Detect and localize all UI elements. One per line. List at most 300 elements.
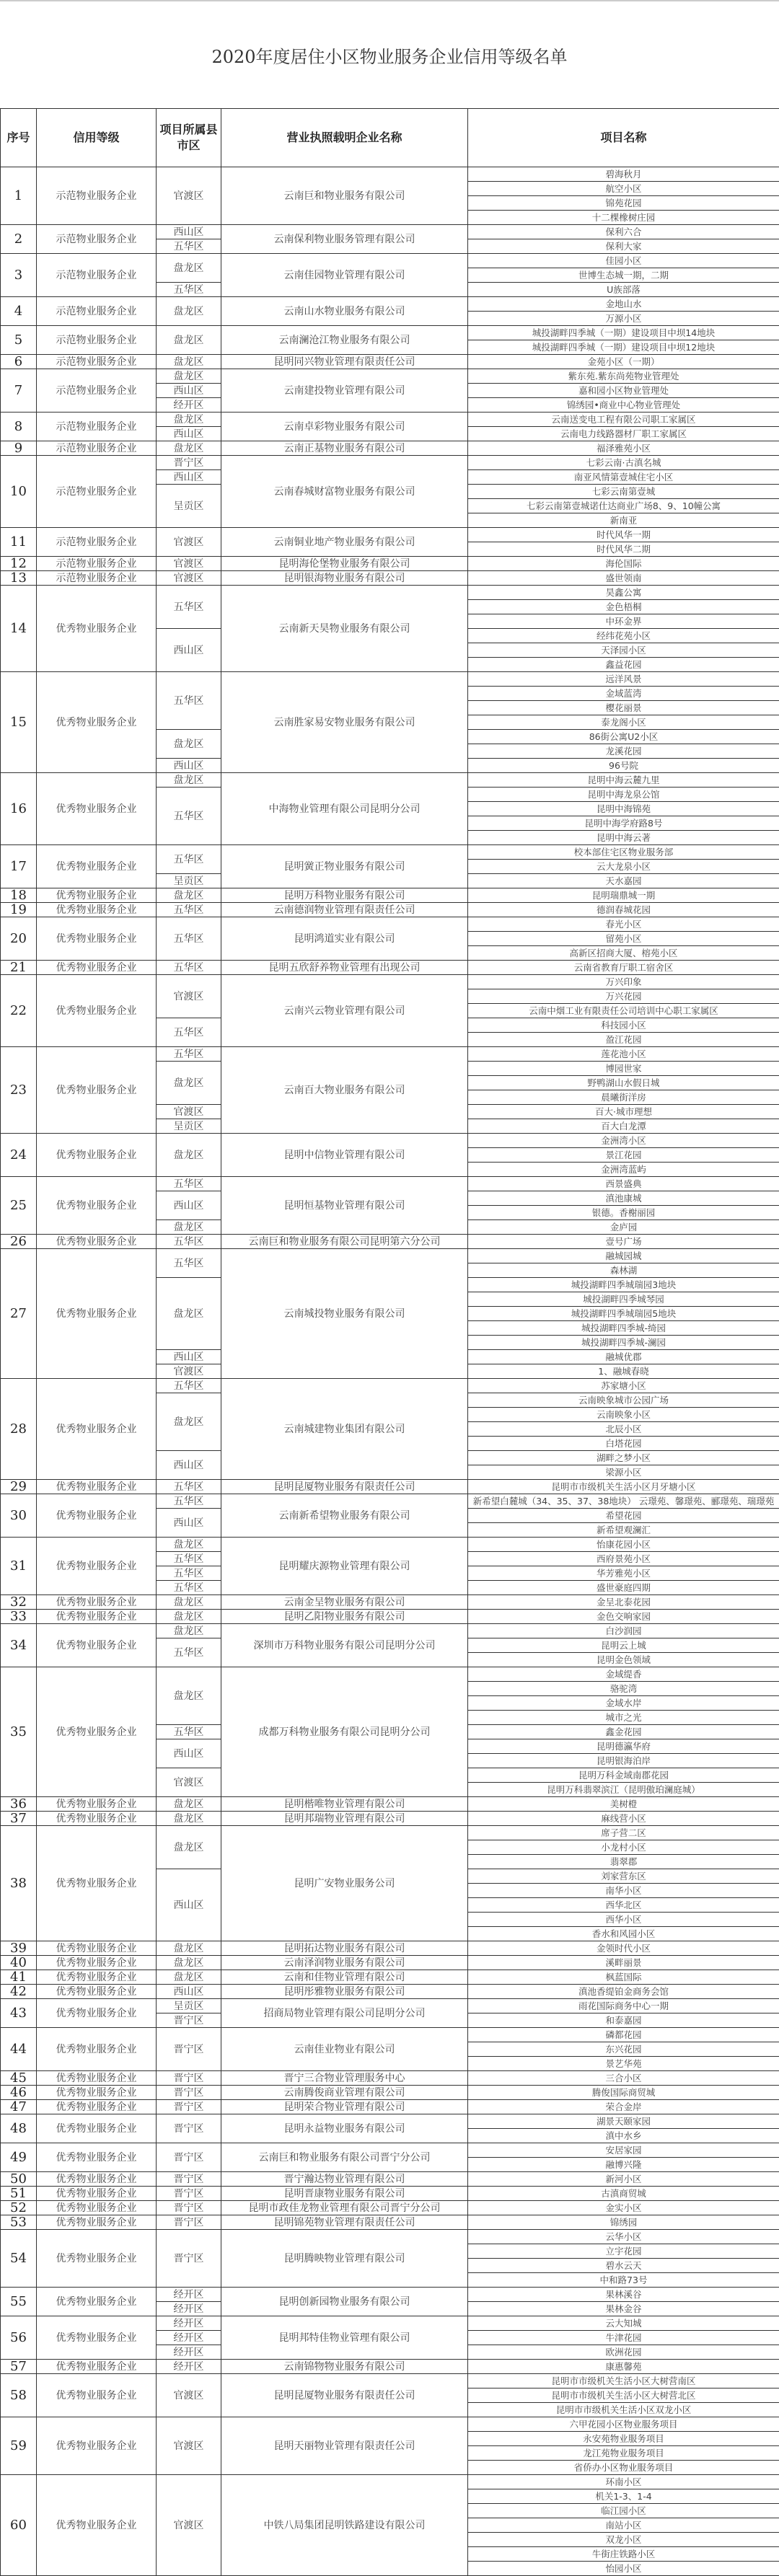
cell-district: 盘龙区 [157, 1538, 221, 1552]
cell-project: 盈江花园 [468, 1033, 779, 1047]
cell-num: 21 [1, 961, 37, 975]
cell-project: 1、融城春晓 [468, 1364, 779, 1379]
cell-project: 昆明中海云麓九里 [468, 773, 779, 788]
cell-project: 云南中烟工业有限责任公司培训中心职工家属区 [468, 1004, 779, 1018]
table-row [1, 571, 779, 586]
cell-district: 盘龙区 [157, 1220, 221, 1235]
cell-num: 23 [1, 1047, 37, 1134]
cell-project: 博园世家 [468, 1062, 779, 1076]
cell-company: 昆明楷唯物业管理有限公司 [221, 1797, 468, 1812]
cell-district: 晋宁区 [157, 2100, 221, 2114]
cell-grade: 优秀物业服务企业 [37, 2086, 157, 2100]
cell-project: 双龙小区 [468, 2533, 779, 2547]
cell-company: 昆明同兴物业管理有限责任公司 [221, 355, 468, 369]
cell-grade: 示范物业服务企业 [37, 441, 157, 456]
cell-company: 云南和佳物业管理有限公司 [221, 1970, 468, 1985]
table-row [1, 1235, 779, 1249]
table-row [1, 557, 779, 571]
cell-district: 官渡区 [157, 528, 221, 557]
cell-project: 科技园小区 [468, 1018, 779, 1033]
cell-company: 昆明荣合物业管理有限公司 [221, 2100, 468, 2114]
cell-district: 西山区 [157, 1985, 221, 1999]
cell-company: 云南城建物业集团有限公司 [221, 1379, 468, 1480]
cell-project: 南华小区 [468, 1884, 779, 1898]
cell-num: 38 [1, 1826, 37, 1941]
cell-project: 西景盛典 [468, 1177, 779, 1191]
cell-project: 金域缇香 [468, 1667, 779, 1682]
cell-num: 9 [1, 441, 37, 456]
cell-grade: 优秀物业服务企业 [37, 2028, 157, 2071]
table-row [1, 2417, 779, 2432]
cell-company: 晋宁瀚达物业管理有限公司 [221, 2172, 468, 2187]
cell-company: 昆明彤雅物业服务有限公司 [221, 1985, 468, 1999]
table-row [1, 672, 779, 687]
cell-project: 欧洲花园 [468, 2345, 779, 2360]
cell-num: 36 [1, 1797, 37, 1812]
cell-district: 西山区 [157, 225, 221, 239]
cell-district: 晋宁区 [157, 2114, 221, 2143]
cell-grade: 示范物业服务企业 [37, 528, 157, 557]
cell-project: 湖景天颐家园 [468, 2114, 779, 2129]
table-row [1, 326, 779, 340]
cell-district: 官渡区 [157, 2417, 221, 2475]
cell-project: 经纬花苑小区 [468, 629, 779, 643]
cell-district: 西山区 [157, 427, 221, 441]
cell-project: 果林金谷 [468, 2302, 779, 2316]
cell-num: 12 [1, 557, 37, 571]
cell-grade: 优秀物业服务企业 [37, 2316, 157, 2360]
cell-num: 48 [1, 2114, 37, 2143]
cell-grade: 优秀物业服务企业 [37, 773, 157, 845]
cell-district: 五华区 [157, 586, 221, 629]
cell-project: 金洲湾小区 [468, 1134, 779, 1148]
table-row [1, 1379, 779, 1393]
cell-district: 五华区 [157, 1552, 221, 1566]
cell-grade: 优秀物业服务企业 [37, 2172, 157, 2187]
table-row [1, 1610, 779, 1624]
cell-grade: 优秀物业服务企业 [37, 1494, 157, 1538]
cell-project: 晨曦街洋房 [468, 1090, 779, 1105]
cell-district: 呈贡区 [157, 1999, 221, 2013]
cell-district: 晋宁区 [157, 2201, 221, 2215]
cell-company: 昆明广安物业服务公司 [221, 1826, 468, 1941]
cell-company: 昆明昆厦物业服务有限责任公司 [221, 1480, 468, 1494]
cell-project: 万源小区 [468, 312, 779, 326]
table-row [1, 297, 779, 312]
cell-num: 2 [1, 225, 37, 254]
cell-company: 云南巨和物业服务有限公司晋宁分公司 [221, 2143, 468, 2172]
cell-grade: 优秀物业服务企业 [37, 2288, 157, 2316]
cell-project: 锦绣园•商业中心物业管理处 [468, 398, 779, 413]
cell-num: 7 [1, 369, 37, 413]
cell-num: 41 [1, 1970, 37, 1985]
cell-project: 白塔花园 [468, 1437, 779, 1451]
cell-project: 金域蓝湾 [468, 687, 779, 701]
table-row [1, 1826, 779, 1840]
table-body [1, 167, 779, 2576]
cell-project: 景艺华苑 [468, 2057, 779, 2071]
table-row [1, 917, 779, 932]
cell-num: 4 [1, 297, 37, 326]
cell-num: 22 [1, 975, 37, 1047]
cell-grade: 示范物业服务企业 [37, 456, 157, 528]
cell-project: 保利六合 [468, 225, 779, 239]
cell-company: 云南新希望物业服务有限公司 [221, 1494, 468, 1538]
cell-grade: 优秀物业服务企业 [37, 2100, 157, 2114]
cell-num: 55 [1, 2288, 37, 2316]
table-row [1, 1999, 779, 2013]
cell-project: 金域水岸 [468, 1696, 779, 1711]
cell-project: 城投湖畔四季城瑞园3地块 [468, 1278, 779, 1292]
cell-company: 昆明乙阳物业服务有限公司 [221, 1610, 468, 1624]
table-row [1, 586, 779, 600]
cell-num: 54 [1, 2230, 37, 2288]
cell-project: 云南映象小区 [468, 1408, 779, 1422]
table-row [1, 961, 779, 975]
cell-project: 北辰小区 [468, 1422, 779, 1437]
cell-district: 西山区 [157, 1739, 221, 1768]
cell-project: 腾俊国际商贸城 [468, 2086, 779, 2100]
cell-grade: 优秀物业服务企业 [37, 1235, 157, 1249]
cell-district: 五华区 [157, 1581, 221, 1595]
cell-company: 云南铜业地产物业服务有限公司 [221, 528, 468, 557]
cell-project: 锦绣园 [468, 2215, 779, 2230]
cell-num: 18 [1, 888, 37, 903]
cell-company: 成都万科物业服务有限公司昆明分公司 [221, 1667, 468, 1797]
cell-project: 壹号广场 [468, 1235, 779, 1249]
cell-num: 1 [1, 167, 37, 225]
cell-district: 官渡区 [157, 975, 221, 1018]
cell-district: 五华区 [157, 917, 221, 961]
cell-project: 云大龙泉小区 [468, 860, 779, 874]
cell-project: 昆明市市级机关生活小区月牙塘小区 [468, 1480, 779, 1494]
cell-district: 官渡区 [157, 571, 221, 586]
cell-project: 雨花国际商务中心一期 [468, 1999, 779, 2013]
table-row [1, 441, 779, 456]
cell-project: 麻线营小区 [468, 1812, 779, 1826]
cell-company: 云南德润物业管理有限责任公司 [221, 903, 468, 917]
cell-district: 盘龙区 [157, 1826, 221, 1869]
cell-grade: 优秀物业服务企业 [37, 586, 157, 672]
table-row [1, 845, 779, 860]
cell-project: 德润春城花园 [468, 903, 779, 917]
cell-company: 云南佳业物业有限公司 [221, 2028, 468, 2071]
cell-num: 57 [1, 2360, 37, 2374]
cell-company: 云南锦物物业服务有限公司 [221, 2360, 468, 2374]
cell-project: 康惠馨苑 [468, 2360, 779, 2374]
cell-company: 云南建投物业管理有限公司 [221, 369, 468, 413]
table-row [1, 2360, 779, 2374]
cell-project: 金色交响家园 [468, 1610, 779, 1624]
cell-district: 呈贡区 [157, 874, 221, 888]
cell-district: 盘龙区 [157, 1624, 221, 1638]
cell-num: 34 [1, 1624, 37, 1667]
table-row [1, 2071, 779, 2086]
cell-company: 云南山水物业服务有限公司 [221, 297, 468, 326]
cell-district: 盘龙区 [157, 1941, 221, 1956]
cell-company: 云南正基物业服务有限公司 [221, 441, 468, 456]
cell-grade: 优秀物业服务企业 [37, 2360, 157, 2374]
cell-project: 城投湖畔四季城-澜园 [468, 1336, 779, 1350]
cell-district: 五华区 [157, 903, 221, 917]
cell-project: 牛街庄铁路小区 [468, 2547, 779, 2562]
cell-district: 五华区 [157, 788, 221, 845]
cell-company: 云南腾俊商业管理有限公司 [221, 2086, 468, 2100]
cell-district: 盘龙区 [157, 326, 221, 355]
cell-district: 官渡区 [157, 557, 221, 571]
cell-grade: 示范物业服务企业 [37, 167, 157, 225]
cell-project: 银德。香榭丽园 [468, 1206, 779, 1220]
cell-district: 五华区 [157, 1638, 221, 1667]
cell-district: 官渡区 [157, 2475, 221, 2576]
cell-grade: 优秀物业服务企业 [37, 2201, 157, 2215]
cell-num: 24 [1, 1134, 37, 1177]
header-district: 项目所属县市区 [157, 109, 221, 167]
cell-project: 新希望白麓城（34、35、37、38地块） 云璟苑、馨璟苑、郦璟苑、瑞璟苑 [468, 1494, 779, 1509]
table-row [1, 1595, 779, 1610]
cell-company: 昆明万科物业服务有限公司 [221, 888, 468, 903]
cell-grade: 优秀物业服务企业 [37, 1797, 157, 1812]
cell-district: 盘龙区 [157, 1970, 221, 1985]
cell-company: 昆明海伦堡物业服务有限公司 [221, 557, 468, 571]
cell-project: 美树橙 [468, 1797, 779, 1812]
cell-project: 盛世领南 [468, 571, 779, 586]
cell-grade: 优秀物业服务企业 [37, 2417, 157, 2475]
cell-grade: 优秀物业服务企业 [37, 2230, 157, 2288]
credit-rating-table [0, 108, 779, 2576]
cell-district: 西山区 [157, 470, 221, 485]
cell-district: 经开区 [157, 2360, 221, 2374]
cell-company: 昆明市政佳龙物业管理有限公司晋宁分公司 [221, 2201, 468, 2215]
cell-district: 西山区 [157, 1451, 221, 1480]
cell-company: 云南巨和物业服务有限公司昆明第六分公司 [221, 1235, 468, 1249]
cell-company: 昆明昆厦物业服务有限责任公司 [221, 2374, 468, 2417]
cell-district: 官渡区 [157, 2374, 221, 2417]
cell-project: 天泽园小区 [468, 643, 779, 658]
cell-company: 云南泽润物业服务有限公司 [221, 1956, 468, 1970]
cell-project: 安居家园 [468, 2143, 779, 2158]
cell-district: 五华区 [157, 283, 221, 297]
cell-company: 深圳市万科物业服务有限公司昆明分公司 [221, 1624, 468, 1667]
cell-num: 53 [1, 2215, 37, 2230]
cell-project: 翡翠郡 [468, 1855, 779, 1869]
cell-num: 32 [1, 1595, 37, 1610]
table-row [1, 773, 779, 788]
cell-num: 50 [1, 2172, 37, 2187]
cell-district: 呈贡区 [157, 1119, 221, 1134]
cell-project: 昆明云上城 [468, 1638, 779, 1653]
table-row [1, 1480, 779, 1494]
cell-district: 官渡区 [157, 1105, 221, 1119]
cell-num: 11 [1, 528, 37, 557]
table-row [1, 1956, 779, 1970]
cell-district: 盘龙区 [157, 369, 221, 384]
table-row [1, 975, 779, 989]
cell-project: 百大白龙潭 [468, 1119, 779, 1134]
cell-num: 30 [1, 1494, 37, 1538]
table-row [1, 2100, 779, 2114]
cell-project: 机关1-3、1-4 [468, 2489, 779, 2504]
cell-project: 南亚风情第壹城住宅小区 [468, 470, 779, 485]
cell-project: 云大知城 [468, 2316, 779, 2331]
cell-grade: 优秀物业服务企业 [37, 2374, 157, 2417]
table-row [1, 413, 779, 427]
cell-district: 西山区 [157, 1869, 221, 1941]
cell-project: 新南亚 [468, 513, 779, 528]
cell-grade: 优秀物业服务企业 [37, 1812, 157, 1826]
table-row [1, 1047, 779, 1062]
table-row [1, 1812, 779, 1826]
cell-project: 昆明金色领域 [468, 1653, 779, 1667]
cell-project: 新河小区 [468, 2172, 779, 2187]
table-row [1, 1494, 779, 1509]
cell-project: 华芳雅苑小区 [468, 1566, 779, 1581]
cell-project: 环南小区 [468, 2475, 779, 2489]
cell-company: 昆明中信物业管理有限公司 [221, 1134, 468, 1177]
cell-project: 金实小区 [468, 2201, 779, 2215]
cell-project: 磷都花园 [468, 2028, 779, 2042]
cell-district: 盘龙区 [157, 773, 221, 788]
cell-project: 七彩云南第壹城 [468, 485, 779, 499]
cell-company: 云南澜沧江物业服务有限公司 [221, 326, 468, 355]
cell-project: 滇中水乡 [468, 2129, 779, 2143]
cell-project: 保利大家 [468, 239, 779, 254]
cell-project: 西华小区 [468, 1913, 779, 1927]
cell-project: 云南省教育厅职工宿舍区 [468, 961, 779, 975]
cell-district: 晋宁区 [157, 2143, 221, 2172]
table-row [1, 1797, 779, 1812]
cell-project: 万兴印象 [468, 975, 779, 989]
cell-num: 45 [1, 2071, 37, 2086]
cell-project: 六甲花园小区物业服务项目 [468, 2417, 779, 2432]
cell-company: 云南巨和物业服务有限公司 [221, 167, 468, 225]
cell-project: 碧水云天 [468, 2259, 779, 2273]
cell-district: 晋宁区 [157, 2172, 221, 2187]
cell-company: 晋宁三合物业管理服务中心 [221, 2071, 468, 2086]
cell-project: 融博兴隆 [468, 2158, 779, 2172]
cell-company: 云南保利物业服务管理有限公司 [221, 225, 468, 254]
cell-project: 融城园城 [468, 1249, 779, 1263]
cell-project: 枫蓝国际 [468, 1970, 779, 1985]
table-row [1, 1624, 779, 1638]
cell-project: 野鸭湖山水假日城 [468, 1076, 779, 1090]
cell-district: 五华区 [157, 1249, 221, 1278]
cell-company: 昆明耀庆源物业管理有限公司 [221, 1538, 468, 1595]
cell-project: 荣合金岸 [468, 2100, 779, 2114]
cell-num: 5 [1, 326, 37, 355]
table-row [1, 2143, 779, 2158]
cell-district: 五华区 [157, 1177, 221, 1191]
cell-district: 五华区 [157, 1047, 221, 1062]
table-header-row [1, 109, 779, 167]
table-row [1, 2230, 779, 2244]
cell-company: 云南城投物业服务有限公司 [221, 1249, 468, 1379]
cell-district: 盘龙区 [157, 1667, 221, 1725]
cell-project: 骆驼湾 [468, 1682, 779, 1696]
cell-grade: 优秀物业服务企业 [37, 1177, 157, 1235]
cell-project: 万兴花园 [468, 989, 779, 1004]
cell-company: 昆明鸿道实业有限公司 [221, 917, 468, 961]
cell-grade: 优秀物业服务企业 [37, 672, 157, 773]
cell-num: 43 [1, 1999, 37, 2028]
table-row [1, 355, 779, 369]
table-row [1, 2201, 779, 2215]
cell-grade: 示范物业服务企业 [37, 369, 157, 413]
cell-project: 远洋风景 [468, 672, 779, 687]
cell-district: 晋宁区 [157, 2013, 221, 2028]
cell-company: 云南新天昊物业服务有限公司 [221, 586, 468, 672]
cell-num: 8 [1, 413, 37, 441]
cell-project: 城投湖畔四季城（一期）建设项目中坝12地块 [468, 340, 779, 355]
cell-project: 校本部住宅区物业服务部 [468, 845, 779, 860]
cell-company: 昆明天丽物业管理有限责任公司 [221, 2417, 468, 2475]
cell-project: 佳园小区 [468, 254, 779, 268]
cell-project: 嘉和园小区物业管理处 [468, 384, 779, 398]
cell-project: 临江园小区 [468, 2504, 779, 2518]
cell-district: 盘龙区 [157, 1393, 221, 1451]
cell-project: 金地山水 [468, 297, 779, 312]
cell-project: 溪畔丽景 [468, 1956, 779, 1970]
cell-company: 云南春城财富物业服务有限公司 [221, 456, 468, 528]
cell-grade: 优秀物业服务企业 [37, 1480, 157, 1494]
cell-project: 金洲湾蓝屿 [468, 1163, 779, 1177]
cell-district: 盘龙区 [157, 1797, 221, 1812]
cell-project: 湖畔之梦小区 [468, 1451, 779, 1465]
cell-district: 五华区 [157, 1235, 221, 1249]
cell-num: 46 [1, 2086, 37, 2100]
cell-num: 40 [1, 1956, 37, 1970]
cell-grade: 优秀物业服务企业 [37, 1595, 157, 1610]
cell-num: 52 [1, 2201, 37, 2215]
cell-project: 昆明市市级机关生活小区大树营北区 [468, 2388, 779, 2403]
cell-company: 昆明晋康物业服务有限公司 [221, 2187, 468, 2201]
cell-district: 五华区 [157, 1018, 221, 1047]
table-row [1, 167, 779, 182]
cell-grade: 优秀物业服务企业 [37, 1249, 157, 1379]
cell-project: 滇池香缇铂金商务会馆 [468, 1985, 779, 1999]
cell-grade: 优秀物业服务企业 [37, 1985, 157, 1999]
cell-grade: 示范物业服务企业 [37, 413, 157, 441]
header-num: 序号 [1, 109, 37, 167]
cell-district: 盘龙区 [157, 1812, 221, 1826]
cell-project: 留苑小区 [468, 932, 779, 946]
table-row [1, 2028, 779, 2042]
cell-district: 晋宁区 [157, 456, 221, 470]
table-row [1, 2374, 779, 2388]
cell-project: 城投湖畔四季城（一期）建设项目中坝14地块 [468, 326, 779, 340]
cell-project: 昆明市市级机关生活小区大树营南区 [468, 2374, 779, 2388]
cell-project: 锦苑花园 [468, 196, 779, 211]
cell-grade: 优秀物业服务企业 [37, 845, 157, 888]
cell-project: 西府景苑小区 [468, 1552, 779, 1566]
table-row [1, 456, 779, 470]
cell-grade: 示范物业服务企业 [37, 326, 157, 355]
cell-project: 春光小区 [468, 917, 779, 932]
cell-grade: 优秀物业服务企业 [37, 1134, 157, 1177]
cell-grade: 优秀物业服务企业 [37, 2215, 157, 2230]
cell-district: 盘龙区 [157, 355, 221, 369]
cell-district: 晋宁区 [157, 2215, 221, 2230]
cell-company: 昆明锦苑物业管理有限责任公司 [221, 2215, 468, 2230]
cell-grade: 优秀物业服务企业 [37, 1956, 157, 1970]
cell-num: 29 [1, 1480, 37, 1494]
cell-num: 47 [1, 2100, 37, 2114]
cell-project: 和泰嘉园 [468, 2013, 779, 2028]
cell-project: 云南映象城市公园广场 [468, 1393, 779, 1408]
cell-company: 云南百大物业服务有限公司 [221, 1047, 468, 1134]
cell-num: 28 [1, 1379, 37, 1480]
table-row [1, 2187, 779, 2201]
